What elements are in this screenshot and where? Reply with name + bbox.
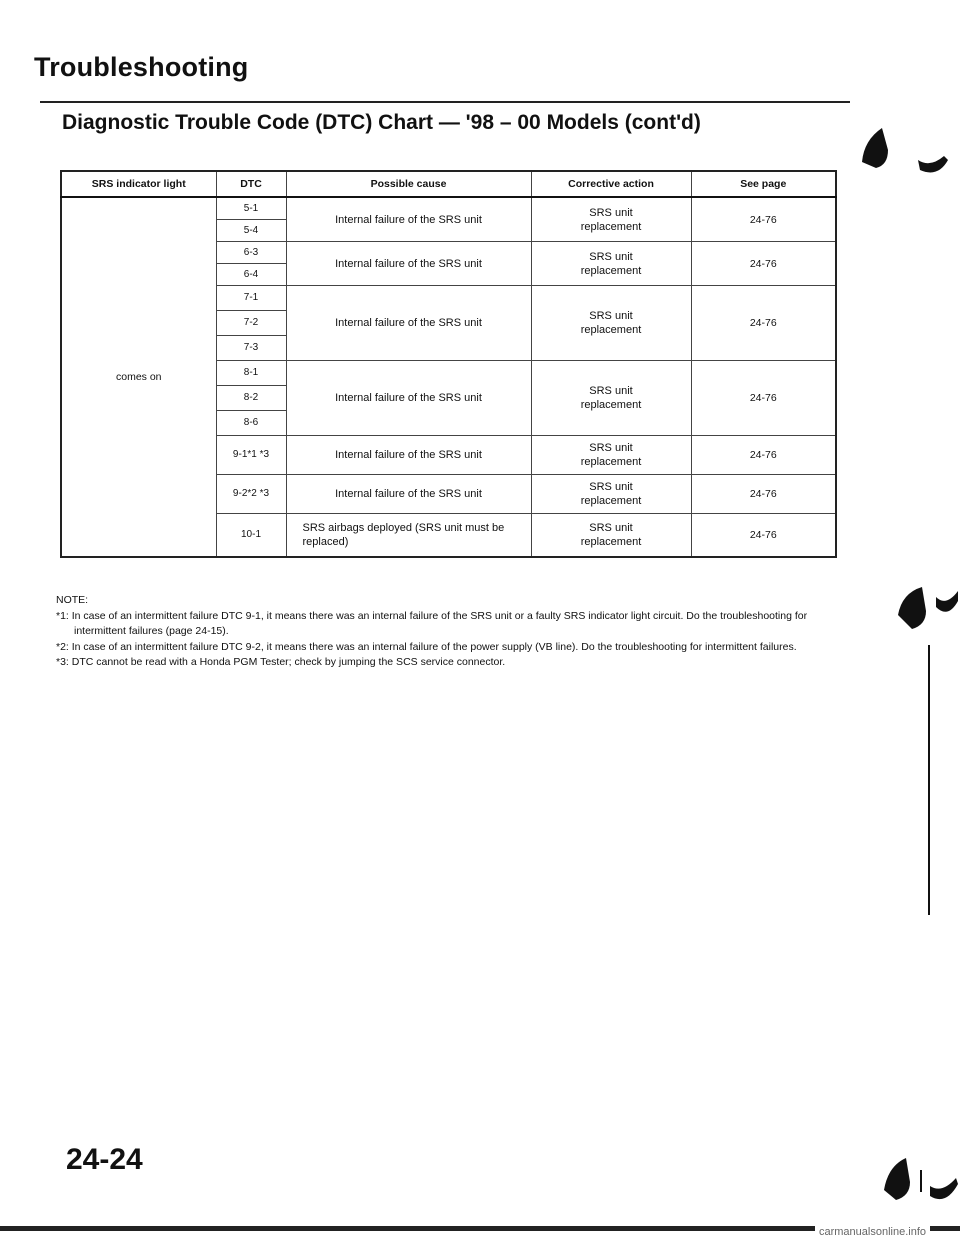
see-page: 24-76 [691, 286, 836, 361]
possible-cause: Internal failure of the SRS unit [286, 475, 531, 514]
dtc-code: 7-3 [216, 336, 286, 361]
possible-cause: Internal failure of the SRS unit [286, 286, 531, 361]
notes-section [56, 593, 836, 671]
page-title: Troubleshooting [34, 52, 249, 82]
dtc-code: 10-1 [216, 514, 286, 558]
dtc-code: 7-1 [216, 286, 286, 311]
header-indicator-light: SRS indicator light [61, 171, 216, 197]
binder-mark-top [858, 110, 958, 180]
corrective-action: SRS unit replacement [531, 436, 691, 475]
possible-cause: Internal failure of the SRS unit [286, 242, 531, 286]
see-page: 24-76 [691, 361, 836, 436]
dtc-code: 5-4 [216, 220, 286, 242]
corrective-action: SRS unit replacement [531, 197, 691, 242]
dtc-code: 7-2 [216, 311, 286, 336]
corrective-action: SRS unit replacement [531, 475, 691, 514]
possible-cause: Internal failure of the SRS unit [286, 436, 531, 475]
corrective-action: SRS unit replacement [531, 286, 691, 361]
footnote-2: *2: In case of an intermittent failure DTC 9-2, it means there was an internal failure of the power supply (VB line). Do the troubleshooting for intermittent failures. [56, 640, 797, 653]
header-see-page: See page [691, 171, 836, 197]
possible-cause: Internal failure of the SRS unit [286, 197, 531, 242]
section-subtitle: Diagnostic Trouble Code (DTC) Chart — '98 – 00 Models (cont'd) [62, 111, 701, 134]
see-page: 24-76 [691, 436, 836, 475]
dtc-code: 5-1 [216, 197, 286, 220]
header-dtc: DTC [216, 171, 286, 197]
dtc-code: 9-2*2 *3 [216, 475, 286, 514]
corrective-action: SRS unit replacement [531, 242, 691, 286]
footnote-1: *1: In case of an intermittent failure DTC 9-1, it means there was an internal failure of the SRS unit or a faulty SRS indicator light circuit. Do the troubleshooting for intermittent failures (page 24-15). [56, 609, 808, 637]
table-header-row [61, 171, 836, 197]
dtc-code: 8-6 [216, 411, 286, 436]
corrective-action: SRS unit replacement [531, 514, 691, 558]
binder-mark-middle [892, 585, 960, 925]
indicator-light-cell: comes on [61, 197, 216, 557]
dtc-code: 9-1*1 *3 [216, 436, 286, 475]
possible-cause: SRS airbags deployed (SRS unit must be replaced) [286, 514, 531, 558]
page-number: 24-24 [66, 1143, 143, 1176]
dtc-code: 8-1 [216, 361, 286, 386]
dtc-chart-table [60, 170, 837, 558]
title-divider [40, 101, 850, 103]
notes-heading: NOTE: [56, 594, 89, 606]
see-page: 24-76 [691, 475, 836, 514]
footnote-3: *3: DTC cannot be read with a Honda PGM Tester; check by jumping the SCS service connector. [56, 656, 506, 668]
see-page: 24-76 [691, 514, 836, 558]
footer-site-link[interactable]: carmanualsonline.info [815, 1226, 930, 1238]
dtc-code: 8-2 [216, 386, 286, 411]
possible-cause: Internal failure of the SRS unit [286, 361, 531, 436]
see-page: 24-76 [691, 197, 836, 242]
see-page: 24-76 [691, 242, 836, 286]
dtc-code: 6-3 [216, 242, 286, 264]
header-possible-cause: Possible cause [286, 171, 531, 197]
binder-mark-bottom [880, 1150, 960, 1210]
table-row [61, 197, 836, 220]
header-corrective-action: Corrective action [531, 171, 691, 197]
corrective-action: SRS unit replacement [531, 361, 691, 436]
dtc-code: 6-4 [216, 264, 286, 286]
